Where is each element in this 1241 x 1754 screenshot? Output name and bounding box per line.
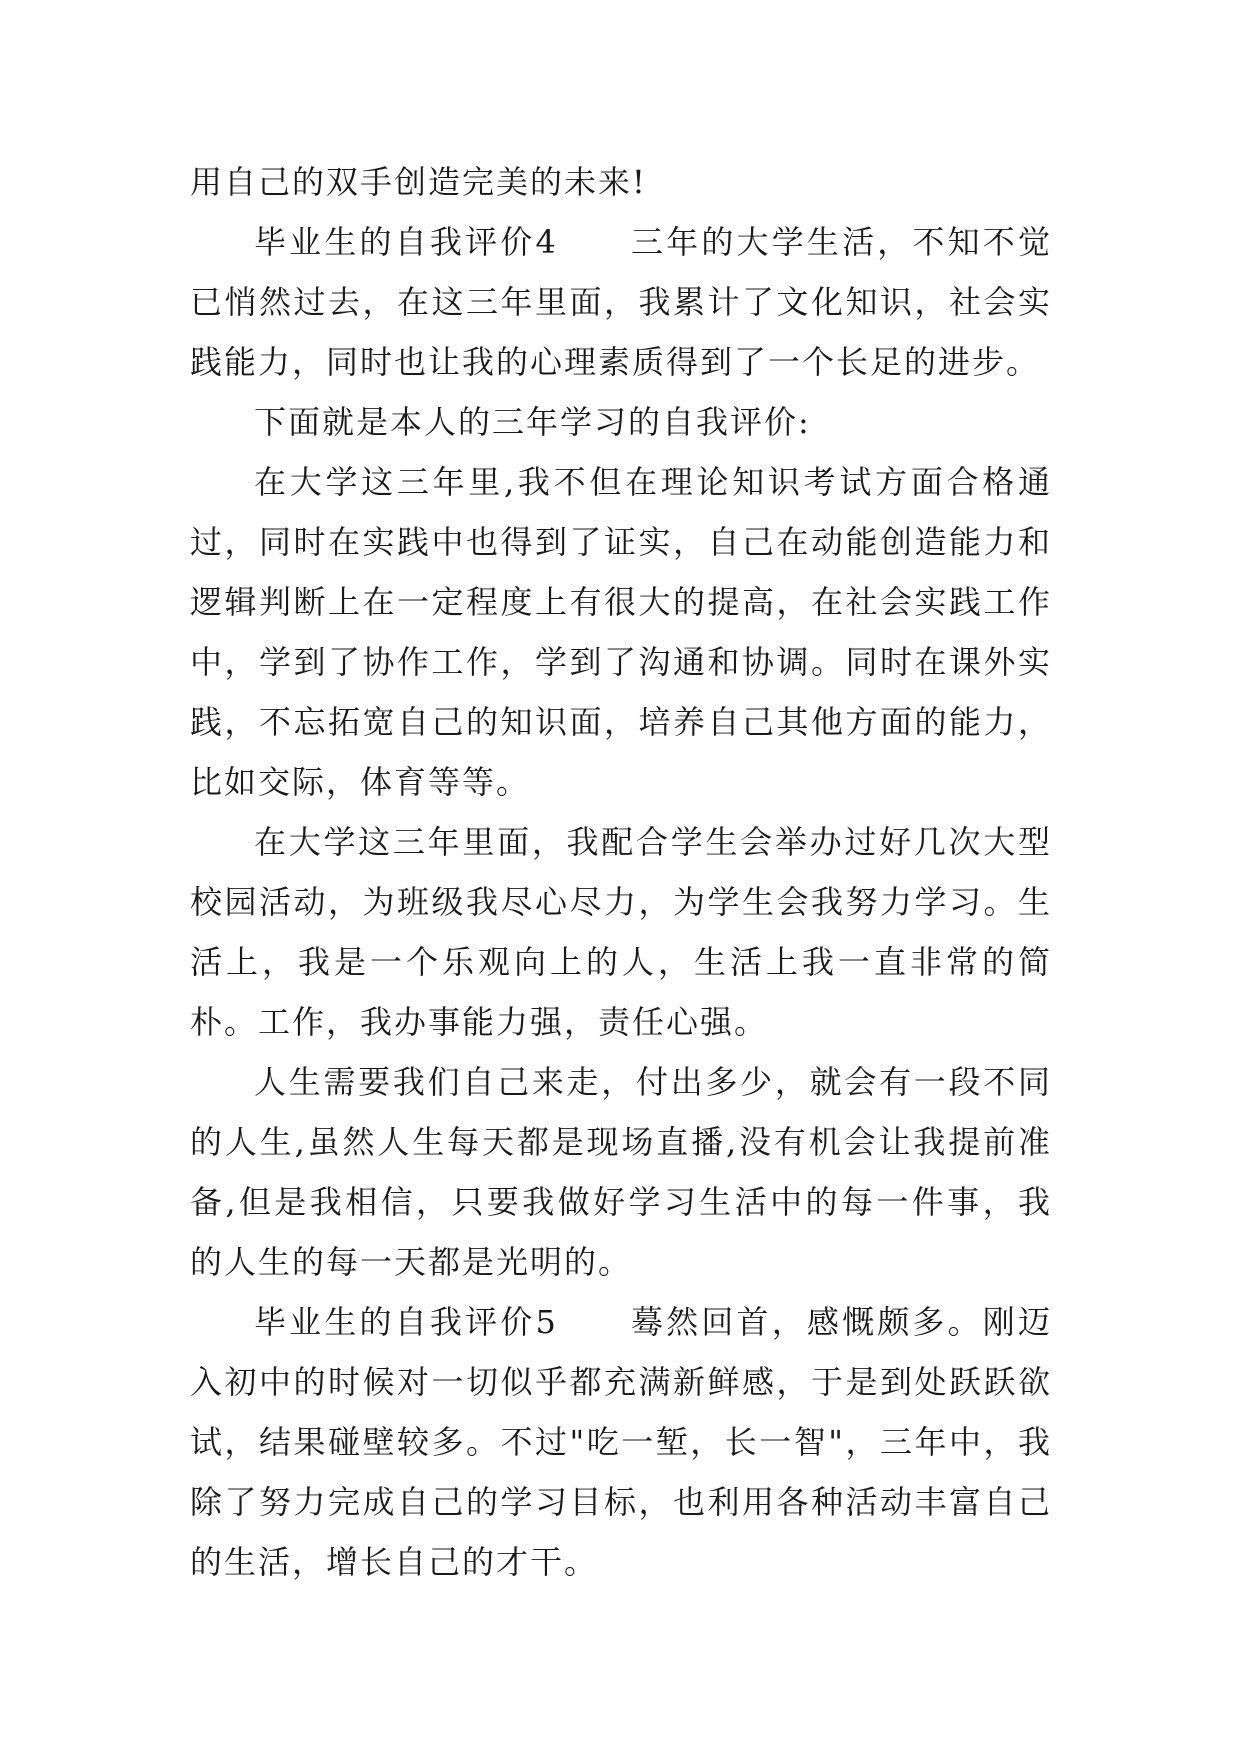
paragraph-2 (190, 212, 1052, 392)
paragraph-text: 在大学这三年里,我不但在理论知识考试方面合格通过，同时在实践中也得到了证实，自己在动能创造能力和逻辑判断上在一定程度上有很大的提高，在社会实践工作中，学到了协作工作，学到了沟通和协调。同时在课外实践，不忘拓宽自己的知识面，培养自己其他方面的能力，比如交际，体育等等。 (190, 463, 1052, 801)
paragraph-3 (190, 392, 1052, 452)
paragraph-text: 用自己的双手创造完美的未来! (190, 163, 647, 201)
paragraph-text: 蓦然回首，感慨颇多。刚迈入初中的时候对一切似乎都充满新鲜感，于是到处跃跃欲试，结果碰壁较多。不过"吃一堑，长一智"，三年中，我除了努力完成自己的学习目标，也利用各种活动丰富自己的生活，增长自己的才干。 (190, 1303, 1052, 1581)
paragraph-text: 三年的大学生活，不知不觉已悄然过去，在这三年里面，我累计了文化知识，社会实践能力，同时也让我的心理素质得到了一个长足的进步。 (190, 223, 1052, 381)
paragraph-1 (190, 152, 1052, 212)
paragraph-6 (190, 1052, 1052, 1292)
paragraph-7 (190, 1292, 1052, 1592)
paragraph-text: 在大学这三年里面，我配合学生会举办过好几次大型校园活动，为班级我尽心尽力，为学生会我努力学习。生活上，我是一个乐观向上的人，生活上我一直非常的简朴。工作，我办事能力强，责任心强。 (190, 823, 1052, 1041)
paragraph-text: 人生需要我们自己来走，付出多少，就会有一段不同的人生,虽然人生每天都是现场直播,没有机会让我提前准备,但是我相信，只要我做好学习生活中的每一件事，我的人生的每一天都是光明的。 (190, 1063, 1052, 1281)
paragraph-4 (190, 452, 1052, 812)
paragraph-text: 下面就是本人的三年学习的自我评价: (254, 403, 811, 441)
document-body (190, 152, 1052, 1592)
paragraph-5 (190, 812, 1052, 1052)
section-heading: 毕业生的自我评价5 (254, 1303, 558, 1341)
section-heading: 毕业生的自我评价4 (254, 223, 558, 261)
